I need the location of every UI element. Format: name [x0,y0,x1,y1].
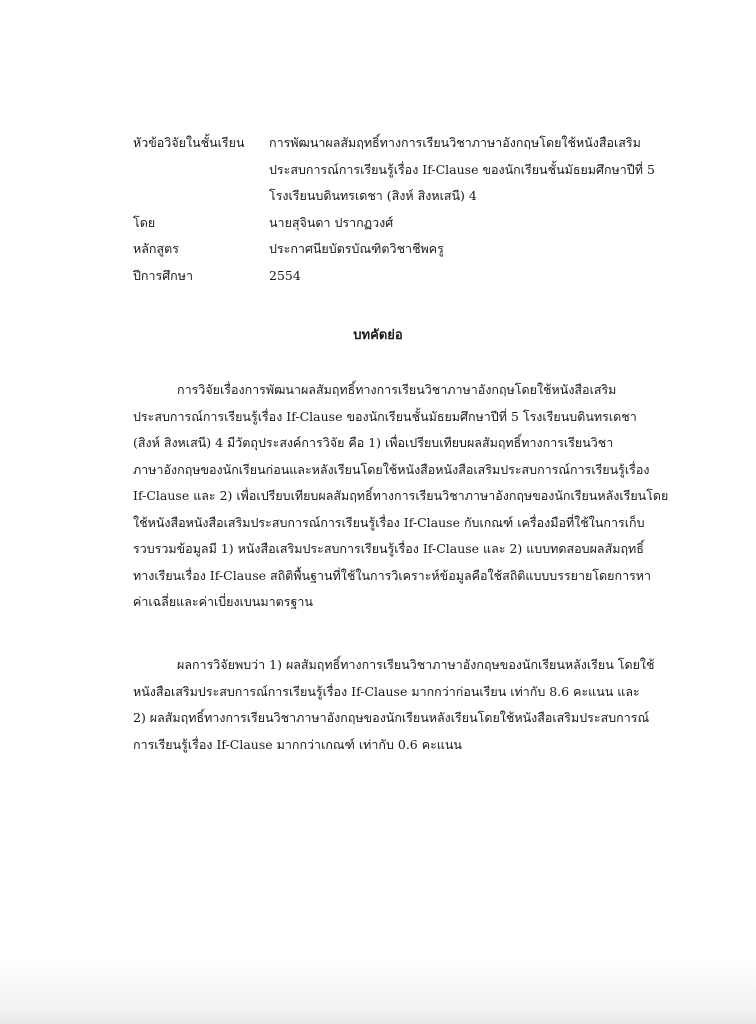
paragraph-line: ค่าเฉลี่ยและค่าเบี่ยงเบนมาตรฐาน [133,594,313,609]
topic-label: หัวข้อวิจัยในชั้นเรียน [133,135,245,150]
paragraph-line: ประสบการณ์การเรียนรู้เรื่อง If-Clause ของนักเรียนชั้นมัธยมศึกษาปีที่ 5 โรงเรียนบดินทรเดชา [133,408,637,424]
author-value: นายสุจินดา ปรากฏวงศ์ [269,214,394,230]
abstract-paragraph-2 [133,652,679,758]
topic-value [269,130,693,210]
paragraph-line: ทางเรียนเรื่อง If-Clause สถิติพื้นฐานที่ใช้ในการวิเคราะห์ข้อมูลคือใช้สถิติแบบบรรยายโดยการหา [133,567,652,583]
course-label: หลักสูตร [133,241,179,256]
research-metadata [133,130,693,289]
topic-row [133,130,693,210]
paragraph-line: รวบรวมข้อมูลมี 1) หนังสือเสริมประสบการเรียนรู้เรื่อง If-Clause และ 2) แบบทดสอบผลสัมฤทธิ์ [133,541,644,556]
paragraph-line: หนังสือเสริมประสบการณ์การเรียนรู้เรื่อง If-Clause มากกว่าก่อนเรียน เท่ากับ 8.6 คะแนน และ [133,683,640,699]
topic-line: การพัฒนาผลสัมฤทธิ์ทางการเรียนวิชาภาษาอังกฤษโดยใช้หนังสือเสริม [269,135,641,150]
paragraph-line: 2) ผลสัมฤทธิ์ทางการเรียนวิชาภาษาอังกฤษของนักเรียนหลังเรียนโดยใช้หนังสือเสริมประสบการณ์ [133,710,650,725]
topic-line: โรงเรียนบดินทรเดชา (สิงห์ สิงหเสนี) 4 [269,188,477,203]
paragraph-line: ผลการวิจัยพบว่า 1) ผลสัมฤทธิ์ทางการเรียนวิชาภาษาอังกฤษของนักเรียนหลังเรียน โดยใช้ [177,657,655,672]
course-value: ประกาศนียบัตรบัณฑิตวิชาชีพครู [269,241,444,256]
paragraph-line: การเรียนรู้เรื่อง If-Clause มากกว่าเกณฑ์ เท่ากับ 0.6 คะแนน [133,736,462,752]
abstract-title: บทคัดย่อ [353,328,403,343]
year-row [133,263,693,290]
course-row [133,236,693,263]
topic-line: ประสบการณ์การเรียนรู้เรื่อง If-Clause ของนักเรียนชั้นมัธยมศึกษาปีที่ 5 [269,161,655,177]
author-label: โดย [133,214,156,230]
paragraph-line: ภาษาอังกฤษของนักเรียนก่อนและหลังเรียนโดยใช้หนังสือหนังสือเสริมประสบการณ์การเรียนรู้เรื่อง [133,461,650,477]
year-value: 2554 [269,267,301,283]
paragraph-line: If-Clause และ 2) เพื่อเปรียบเทียบผลสัมฤทธิ์ทางการเรียนวิชาภาษาอังกฤษของนักเรียนหลังเรียนโดย [133,488,669,503]
abstract-paragraph-1 [133,377,679,616]
year-label: ปีการศึกษา [133,267,193,283]
paragraph-line: การวิจัยเรื่องการพัฒนาผลสัมฤทธิ์ทางการเรียนวิชาภาษาอังกฤษโดยใช้หนังสือเสริม [177,382,617,397]
paragraph-line: (สิงห์ สิงหเสนี) 4 มีวัตถุประสงค์การวิจัย คือ 1) เพื่อเปรียบเทียบผลสัมฤทธิ์ทางการเรียนวิชา [133,435,614,450]
paragraph-line: ใช้หนังสือหนังสือเสริมประสบการณ์การเรียนรู้เรื่อง If-Clause กับเกณฑ์ เครื่องมือที่ใช้ในการเก็บ [133,514,645,530]
author-row [133,210,693,237]
